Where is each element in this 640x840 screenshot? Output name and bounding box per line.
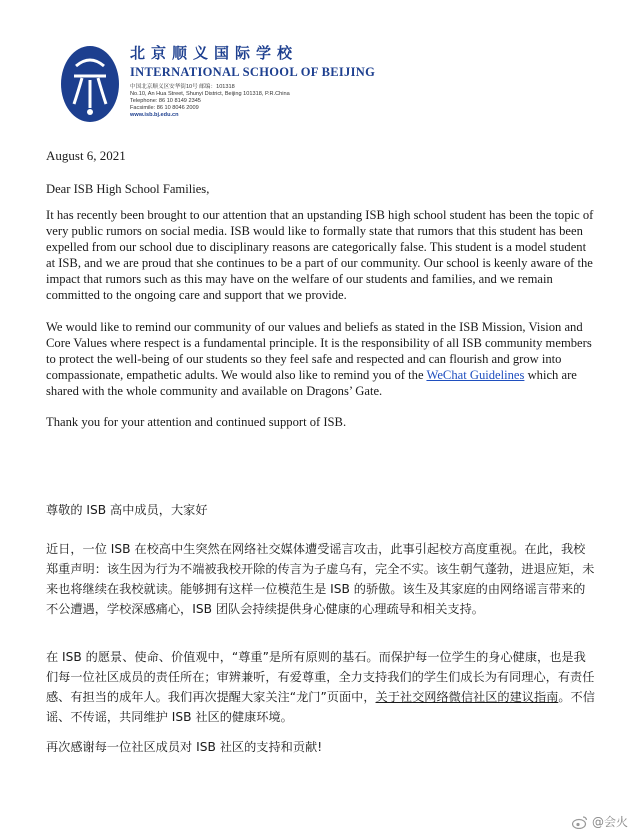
telephone: Telephone: 86 10 8149 2345 (130, 98, 201, 104)
weibo-icon (572, 815, 588, 829)
letterhead (58, 40, 478, 126)
school-identity (130, 42, 375, 119)
school-name-en: INTERNATIONAL SCHOOL OF BEIJING (130, 65, 376, 79)
cn-paragraph-2-text: 在 ISB 的愿景、使命、价值观中，“尊重”是所有原则的基石。而保护每一位学生的身心健康，也是我们每一位社区成员的责任所在；审辨兼听，有爱尊重，全力支持我们的学生们成长为有同理心，有责任感、有担当的成年人。我们再次提醒大家关注“龙门”页面中， (46, 650, 595, 704)
letter-date: August 6, 2021 (46, 148, 126, 163)
paragraph-2-tail: which are shared with the whole community and available on Dragons’ Gate. (46, 368, 577, 398)
school-address (130, 84, 375, 119)
isb-logo-icon (58, 40, 122, 124)
website: www.isb.bj.edu.cn (130, 112, 179, 118)
paragraph-2 (46, 319, 594, 399)
school-name-cn: 北京顺义国际学校 (130, 44, 299, 62)
paragraph-2-text: We would like to remind our community of our values and beliefs as stated in the ISB Mission, Vision and Core Values where respect is a fundamental principle. It is the responsibility of all ISB community members to protect the well-being of our students so they feel safe and respected and can flourish and grow into compassionate, empathetic adults. We would also like to remind you of the (46, 320, 592, 382)
cn-paragraph-2-tail: 。不信谣、不传谣，共同维护 ISB 社区的健康环境。 (46, 690, 595, 724)
address-en: No.10, An Hua Street, Shunyi District, Beijing 101318, P.R.China (130, 91, 290, 97)
watermark (572, 813, 628, 830)
cn-thanks: 再次感谢每一位社区成员对 ISB 社区的支持和贡献! (46, 740, 323, 754)
thanks: Thank you for your attention and continued support of ISB. (46, 415, 347, 429)
cn-paragraph-2 (46, 647, 596, 727)
cn-wechat-guidelines-link[interactable]: 关于社交网络微信社区的建议指南 (375, 690, 559, 704)
paragraph-1: It has recently been brought to our attention that an upstanding ISB high school student has been the topic of very public rumors on social media. ISB would like to formally state that rumors that this student has been expelled from our school due to disciplinary reasons are categorically false. This student is a model student at ISB, and we are proud that she continues to be a part of our community. Our school is keenly aware of the impact that rumors such as this may have on the welfare of our students and families, and we remain committed to the ongoing care and support that we provide. (46, 208, 594, 302)
cn-paragraph-1: 近日，一位 ISB 在校高中生突然在网络社交媒体遭受谣言攻击，此事引起校方高度重视。在此，我校郑重声明：该生因为行为不端被我校开除的传言为子虚乌有，完全不实。该生朝气蓬勃，进退应矩，未来也将继续在我校就读。能够拥有这样一位模范生是 ISB 的骄傲。该生及其家庭的由网络谣言带来的不公遭遇，学校深感痛心，ISB 团队会持续提供身心健康的心理疏导和相关支持。 (46, 542, 595, 616)
salutation: Dear ISB High School Families, (46, 182, 210, 196)
cn-greeting: 尊敬的 ISB 高中成员，大家好 (46, 503, 208, 517)
facsimile: Facsimile: 86 10 8046 2009 (130, 105, 199, 111)
watermark-text: @会火 (591, 815, 628, 829)
address-cn: 中国北京顺义区安华街10号 邮编：101318 (130, 84, 235, 90)
wechat-guidelines-link[interactable]: WeChat Guidelines (426, 368, 525, 382)
